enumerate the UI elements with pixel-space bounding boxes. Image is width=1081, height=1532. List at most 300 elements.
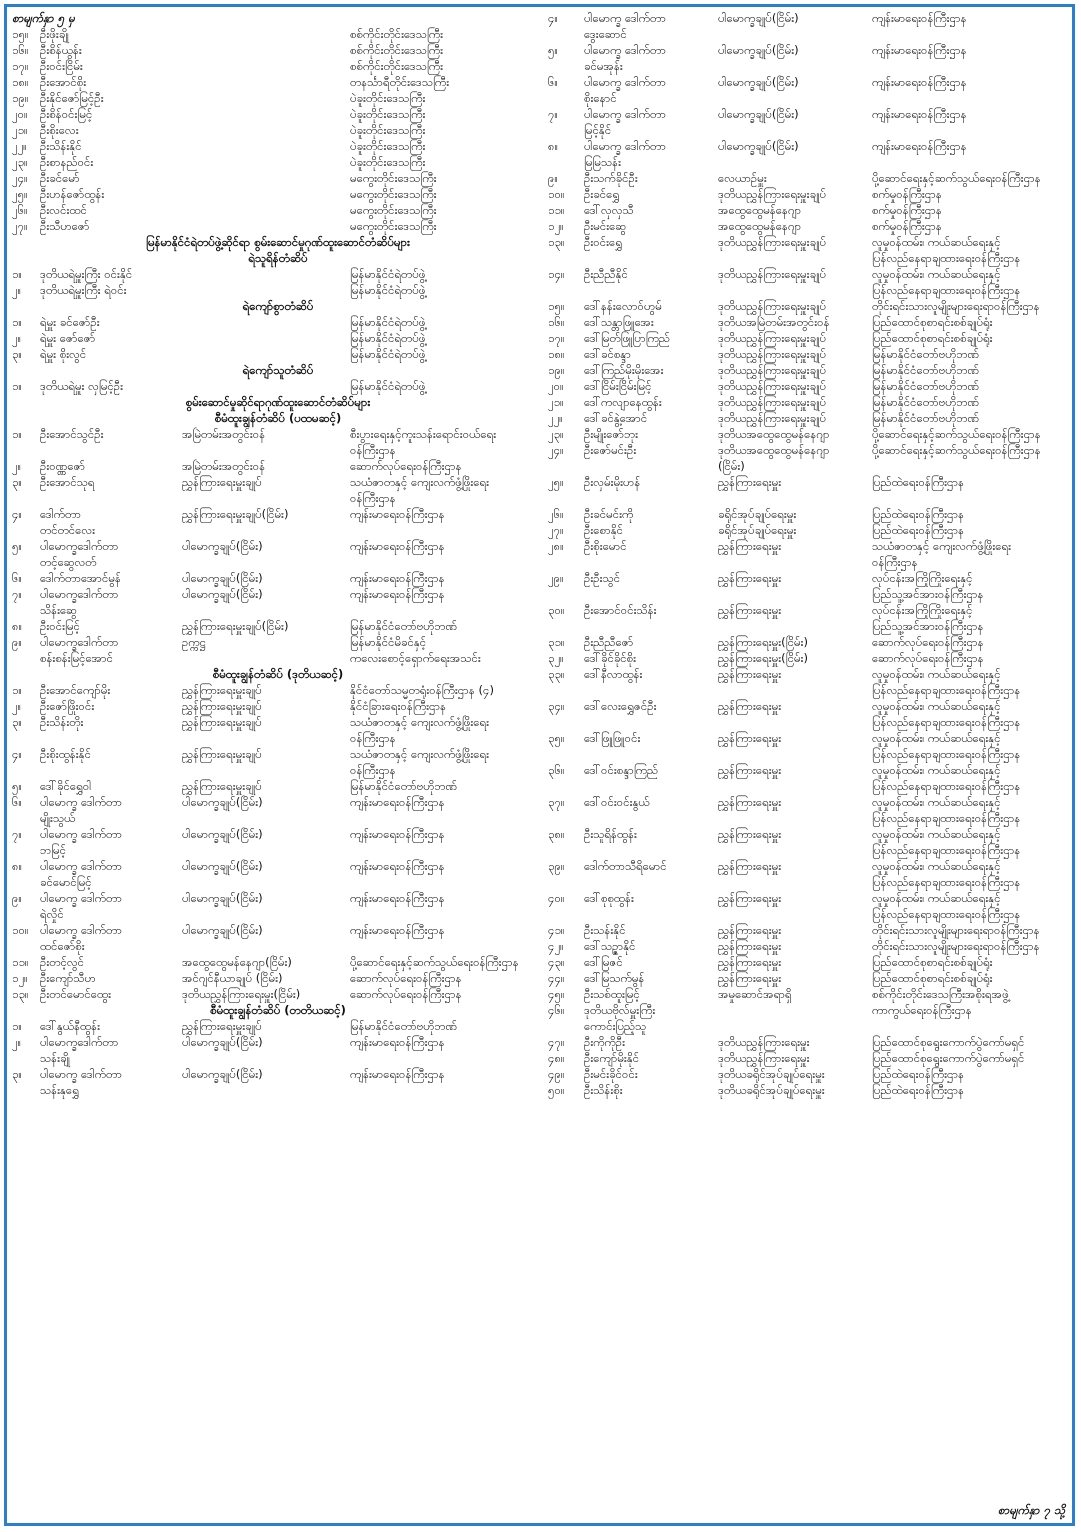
entry-number: ၂၀။	[12, 107, 28, 121]
list-item	[548, 890, 1073, 922]
right-column	[548, 10, 1073, 1098]
list-item	[548, 394, 1073, 410]
entry-number: ၃။	[12, 475, 22, 489]
department: တနင်္သာရီတိုင်းဒေသကြီး	[350, 75, 450, 89]
entry-number: ၁၇။	[12, 59, 29, 73]
entry-number: ၂။	[12, 699, 22, 713]
list-item	[548, 74, 1073, 106]
position-title: ညွှန်ကြားရေးမှူး	[718, 923, 782, 937]
person-name: ဦးဝင်းရွှေ	[584, 235, 623, 249]
person-name: ဦးဟန်ဇော်ထွန်း	[40, 187, 105, 201]
department: မြန်မာနိုင်ငံမိခင်နှင့် ကလေးစောင့်ရှောက်ရေးအသင်း	[350, 635, 481, 665]
position-title: ပါမောက္ခချုပ်(ငြိမ်း)	[182, 923, 263, 937]
person-name: ဒေါက်တာ တင်တင်လေး	[40, 507, 96, 537]
position-title: အမြဲတမ်းအတွင်းဝန်	[182, 459, 266, 473]
entry-number: ၃၀။	[548, 603, 565, 617]
person-name: ဦးညီညီနိုင်	[584, 267, 628, 281]
person-name: ပါမောက္ခ ဒေါက်တာ ခင်မအုန်း	[584, 43, 666, 73]
list-item	[548, 186, 1073, 202]
position-title: အင်ဂျင်နီယာချုပ် (ငြိမ်း)	[182, 971, 283, 985]
entry-number: ၁၂။	[548, 219, 564, 233]
position-title: ဒုတိယညွှန်ကြားရေးမှူးချုပ်	[718, 347, 827, 361]
position-title: ညွှန်ကြားရေးမှူး(ငြိမ်း)	[718, 635, 808, 649]
entry-number: ၆။	[548, 75, 558, 89]
list-item	[548, 698, 1073, 730]
person-name: ဦးညီညီဇော်	[584, 635, 634, 649]
section-heading: ရဲကျော်စွာတံဆိပ်	[242, 299, 314, 313]
department: လူမှုဝန်ထမ်း၊ ကယ်ဆယ်ရေးနှင့် ပြန်လည်နေရာချထားရေးဝန်ကြီးဌာန	[872, 731, 1021, 761]
department: ကျန်းမာရေးဝန်ကြီးဌာန	[350, 795, 445, 809]
department: ကျန်းမာရေးဝန်ကြီးဌာန	[350, 827, 445, 841]
entry-number: ၂၅။	[548, 475, 564, 489]
position-title: ဒုတိယခရိုင်အုပ်ချုပ်ရေးမှူး	[718, 1067, 825, 1081]
entry-number: ၄၂။	[548, 939, 564, 953]
person-name: ဒုတိယရဲမှူး လှမြင့်ဦး	[40, 379, 124, 393]
list-item	[12, 538, 544, 570]
entry-number: ၃၃။	[548, 667, 565, 681]
position-title: ပါမောက္ခချုပ်(ငြိမ်း)	[182, 859, 263, 873]
list-item	[12, 186, 544, 202]
position-title: ပါမောက္ခချုပ်(ငြိမ်း)	[182, 539, 263, 553]
entry-number: ၄၈။	[548, 1051, 565, 1065]
entry-number: ၂။	[12, 331, 22, 345]
department: ကျန်းမာရေးဝန်ကြီးဌာန	[350, 507, 445, 521]
person-name: ဒေါ်စုစုထွန်း	[584, 891, 634, 905]
list-item	[548, 410, 1073, 426]
position-title: ညွှန်ကြားရေးမှူး	[718, 891, 782, 905]
person-name: ဦးအောင်ကျော်မိုး	[40, 683, 111, 697]
department: ပြည်ထောင်စုစာရင်းစစ်ချုပ်ရုံး	[872, 315, 993, 329]
person-name: ဒေါ်ခိုင်ရွှေဝါ	[40, 779, 92, 793]
department: ကျန်းမာရေးဝန်ကြီးဌာန	[350, 923, 445, 937]
position-title: ဒုတိယညွှန်ကြားရေးမှူးချုပ်	[718, 235, 827, 249]
person-name: ဦးမျိုးဇော်ဘုး	[584, 427, 639, 441]
department: ကျန်းမာရေးဝန်ကြီးဌာန	[350, 587, 445, 601]
left-entry-list	[12, 26, 544, 1098]
person-name: ဦးသန်းနိုင်	[584, 923, 626, 937]
entry-number: ၂၉။	[548, 571, 564, 585]
position-title: ပါမောက္ခချုပ်(ငြိမ်း)	[182, 587, 263, 601]
department: ပြည်ထဲရေးဝန်ကြီးဌာန	[872, 523, 965, 537]
position-title: ညွှန်ကြားရေးမှူးချုပ်	[182, 699, 262, 713]
list-item	[548, 506, 1073, 522]
entry-number: ၁၄။	[548, 267, 565, 281]
list-item	[548, 858, 1073, 890]
person-name: ပါမောက္ခ ဒေါက်တာ မြင့်နိုင်	[584, 107, 666, 137]
person-name: ဦးစိုးလေး	[40, 123, 79, 137]
list-item	[12, 1018, 544, 1034]
entry-number: ၃၂။	[548, 651, 564, 665]
department: လုပ်ငန်းအကြိုကြိုးရေးနှင့် ပြည်သူ့အင်အားဝန်ကြီးဌာန	[872, 603, 984, 633]
person-name: ဦးသူရိန်ထွန်း	[584, 827, 637, 841]
entry-number: ၁။	[12, 315, 22, 329]
position-title: ဒုတိယအမြဲတမ်းအတွင်းဝန်	[718, 315, 830, 329]
entry-number: ၁။	[12, 267, 22, 281]
list-item	[12, 218, 544, 234]
department: နိုင်ငံတော်သမ္မတရုံးဝန်ကြီးဌာန (၄)	[350, 683, 494, 697]
entry-number: ၄၀။	[548, 891, 565, 905]
person-name: ဦးကျော်မိုးနိုင်	[584, 1051, 640, 1065]
department: ကျန်းမာရေးဝန်ကြီးဌာန	[872, 139, 967, 153]
list-item	[548, 650, 1073, 666]
department: လုပ်ငန်းအကြိုကြိုးရေးနှင့် ပြည်သူ့အင်အားဝန်ကြီးဌာန	[872, 571, 984, 601]
department: ဆောက်လုပ်ရေးဝန်ကြီးဌာန	[872, 651, 984, 665]
person-name: ပါမောက္ခ ဒေါက်တာ မျိုးသွယ်	[40, 795, 122, 825]
entry-number: ၄၇။	[548, 1035, 565, 1049]
department: ပြည်ထောင်စုစာရင်းစစ်ချုပ်ရုံး	[872, 971, 993, 985]
department: ကျန်းမာရေးဝန်ကြီးဌာန	[350, 1067, 445, 1081]
entry-number: ၂၃။	[548, 427, 564, 441]
position-title: ညွှန်ကြားရေးမှူးချုပ်	[182, 683, 262, 697]
person-name: ပါမောက္ခ ဒေါက်တာ ဒွေးဆောင်	[584, 11, 666, 41]
position-title: ဒုတိယညွှန်ကြားရေးမှူးချုပ်	[718, 331, 827, 345]
list-item	[12, 714, 544, 746]
position-title: ညွှန်ကြားရေးမှူးချုပ်	[182, 475, 262, 489]
position-title: ပါမောက္ခချုပ်(ငြိမ်း)	[718, 11, 799, 25]
list-item	[548, 522, 1073, 538]
entry-number: ၆။	[12, 571, 22, 585]
department: တိုင်းရင်းသားလူမျိုးများရေးရာဝန်ကြီးဌာန	[872, 299, 1040, 313]
entry-number: ၂၂။	[12, 139, 27, 153]
position-title: ညွှန်ကြားရေးမှူး	[718, 603, 782, 617]
person-name: ဦးဇော်မင်းဦး	[584, 443, 637, 457]
department: ကျန်းမာရေးဝန်ကြီးဌာန	[350, 891, 445, 905]
list-item	[548, 666, 1073, 698]
department: မြန်မာနိုင်ငံတော်ဗဟိုဘဏ်	[872, 411, 980, 425]
position-title: ပါမောက္ခချုပ်(ငြိမ်း)	[182, 571, 263, 585]
person-name: ဦးမင်းခိုင်ဝင်း	[584, 1067, 638, 1081]
entry-number: ၂။	[12, 1035, 22, 1049]
list-item	[12, 794, 544, 826]
list-item	[12, 346, 544, 362]
person-name: ဦးကိုကိုဦး	[584, 1035, 626, 1049]
department: ပဲခူးတိုင်းဒေသကြီး	[350, 123, 426, 137]
entry-number: ၅။	[548, 43, 558, 57]
list-item	[12, 826, 544, 858]
list-item	[548, 266, 1073, 298]
department: မြန်မာနိုင်ငံရဲတပ်ဖွဲ့	[350, 315, 426, 329]
department: ပို့ဆောင်ရေးနှင့်ဆက်သွယ်ရေးဝန်ကြီးဌာန	[350, 955, 519, 969]
list-item	[12, 570, 544, 586]
list-item	[12, 858, 544, 890]
list-item	[12, 378, 544, 394]
list-item	[548, 170, 1073, 186]
entry-number: ၁။	[12, 379, 22, 393]
department: လူမှုဝန်ထမ်း၊ ကယ်ဆယ်ရေးနှင့် ပြန်လည်နေရာချထားရေးဝန်ကြီးဌာန	[872, 667, 1021, 697]
department: နိုင်ငံခြားရေးဝန်ကြီးဌာန	[350, 699, 447, 713]
department: လူမှုဝန်ထမ်း၊ ကယ်ဆယ်ရေးနှင့် ပြန်လည်နေရာချထားရေးဝန်ကြီးဌာန	[872, 859, 1021, 889]
entry-number: ၂။	[12, 283, 22, 297]
entry-number: ၁၀။	[548, 187, 565, 201]
list-item	[548, 330, 1073, 346]
list-item	[12, 314, 544, 330]
department: မြန်မာနိုင်ငံတော်ဗဟိုဘဏ်	[350, 1019, 458, 1033]
entry-number: ၁၇။	[548, 331, 565, 345]
position-title: ပါမောက္ခချုပ်(ငြိမ်း)	[718, 75, 799, 89]
list-item	[12, 778, 544, 794]
position-title: ဒုတိယအထွေထွေမန်နေဂျာ	[718, 427, 830, 441]
entry-number: ၁။	[12, 427, 22, 441]
position-title: ပါမောက္ခချုပ်(ငြိမ်း)	[182, 891, 263, 905]
person-name: ဦးတင့်လွင်	[40, 955, 85, 969]
department: ကျန်းမာရေးဝန်ကြီးဌာန	[350, 571, 445, 585]
person-name: ဦးဦးသွင်	[584, 571, 621, 585]
person-name: ဒေါ်မြဇင်	[584, 955, 623, 969]
department: စစ်ကိုင်းတိုင်းဒေသကြီး	[350, 43, 443, 57]
entry-number: ၃၄။	[548, 699, 565, 713]
entry-number: ၁၁။	[12, 955, 29, 969]
section-heading: ရဲသူရိန်တံဆိပ်	[248, 251, 308, 265]
department: လူမှုဝန်ထမ်း၊ ကယ်ဆယ်ရေးနှင့် ပြန်လည်နေရာချထားရေးဝန်ကြီးဌာန	[872, 795, 1021, 825]
list-item	[12, 122, 544, 138]
position-title: ညွှန်ကြားရေးမှူး	[718, 571, 782, 585]
position-title: ညွှန်ကြားရေးမှူး	[718, 795, 782, 809]
list-item	[12, 154, 544, 170]
person-name: ပါမောက္ခ ဒေါက်တာ ရဲလှိုင်	[40, 891, 122, 921]
department: ကျန်းမာရေးဝန်ကြီးဌာန	[350, 1035, 445, 1049]
list-item	[548, 570, 1073, 602]
position-title: ဒုတိယညွှန်ကြားရေးမှူးချုပ်	[718, 187, 827, 201]
person-name: ဒုတိယရဲမှူးကြီး ဝင်းနိုင်	[40, 267, 133, 281]
person-name: ဒေါ်နီလာထွန်း	[584, 667, 643, 681]
list-item	[12, 90, 544, 106]
department: မြန်မာနိုင်ငံရဲတပ်ဖွဲ့	[350, 331, 426, 345]
position-title: ပါမောက္ခချုပ်(ငြိမ်း)	[718, 139, 799, 153]
entry-number: ၂၆။	[548, 507, 564, 521]
entry-number: ၃၁။	[548, 635, 565, 649]
department: သယံဇာတနှင့် ကျေးလက်ဖွံ့ဖြိုးရေး ဝန်ကြီးဌာန	[872, 539, 1012, 569]
entry-number: ၁။	[12, 683, 22, 697]
department: ပြည်ထောင်စုရွေးကောက်ပွဲကော်မရှင်	[872, 1035, 1025, 1049]
entry-number: ၂၁။	[548, 395, 564, 409]
list-item	[548, 1050, 1073, 1066]
department: မြန်မာနိုင်ငံတော်ဗဟိုဘဏ်	[872, 379, 980, 393]
position-title: ဒုတိယအထွေထွေမန်နေဂျာ (ငြိမ်း)	[718, 443, 830, 473]
position-title: အမြဲတမ်းအတွင်းဝန်	[182, 427, 266, 441]
list-item	[548, 314, 1073, 330]
position-title: ဥက္ကဋ္ဌ	[182, 635, 206, 649]
list-item	[548, 346, 1073, 362]
list-item	[12, 138, 544, 154]
entry-number: ၁၈။	[12, 75, 29, 89]
entry-number: ၉။	[12, 635, 22, 649]
position-title: ပါမောက္ခချုပ်(ငြိမ်း)	[182, 795, 263, 809]
list-item	[548, 218, 1073, 234]
list-item	[12, 474, 544, 506]
person-name: ဦးအောင်သွင်ဦး	[40, 427, 104, 441]
department: တိုင်းရင်းသားလူမျိုးများရေးရာဝန်ကြီးဌာန	[872, 923, 1040, 937]
entry-number: ၁၅။	[548, 299, 565, 313]
position-title: ဒုတိယညွှန်ကြားရေးမှူးချုပ်	[718, 395, 827, 409]
entry-number: ၄၄။	[548, 971, 565, 985]
person-name: ဦးစောနိုင်	[584, 523, 624, 537]
department: ပဲခူးတိုင်းဒေသကြီး	[350, 139, 426, 153]
list-item	[12, 618, 544, 634]
person-name: ပါမောက္ခဒေါက်တာ သန်းချို	[40, 1035, 119, 1065]
list-item	[548, 922, 1073, 938]
entry-number: ၃။	[12, 1067, 22, 1081]
entry-number: ၂၃။	[12, 155, 28, 169]
entry-number: ၂၄။	[548, 443, 564, 457]
person-name: ပါမောက္ခဒေါက်တာ သိန်းဆွေ	[40, 587, 119, 617]
person-name: ဦးသက်ခိုင်ဦး	[584, 171, 638, 185]
position-title: ညွှန်ကြားရေးမှူး	[718, 667, 782, 681]
person-name: ပါမောက္ခ ဒေါက်တာ စိုးနောင်	[584, 75, 666, 105]
department: ကျန်းမာရေးဝန်ကြီးဌာန	[872, 43, 967, 57]
list-item	[12, 698, 544, 714]
person-name: ဦးစာနည်ဝင်း	[40, 155, 94, 169]
list-item	[548, 1034, 1073, 1050]
department: မကွေးတိုင်းဒေသကြီး	[350, 171, 437, 185]
department: မြန်မာနိုင်ငံတော်ဗဟိုဘဏ်	[350, 779, 458, 793]
position-title: ပါမောက္ခချုပ်(ငြိမ်း)	[182, 827, 263, 841]
list-item	[548, 202, 1073, 218]
person-name: ဦးဖိုးချို	[40, 27, 69, 41]
department: ဆောက်လုပ်ရေးဝန်ကြီးဌာန	[350, 971, 462, 985]
person-name: ဒေါ်သန္တာဖြူအေး	[584, 315, 654, 329]
person-name: ဒေါ်ဖြူဖြူဝင်း	[584, 731, 641, 745]
department: စစ်ကိုင်းတိုင်းဒေသကြီး	[350, 59, 443, 73]
department: ဆောက်လုပ်ရေးဝန်ကြီးဌာန	[350, 459, 462, 473]
department: ပဲခူးတိုင်းဒေသကြီး	[350, 107, 426, 121]
department: ပြည်ထောင်စုစာရင်းစစ်ချုပ်ရုံး	[872, 955, 993, 969]
page-header: စာမျက်နှာ ၅ မှ	[12, 11, 75, 25]
list-item	[548, 954, 1073, 970]
department: မြန်မာနိုင်ငံတော်ဗဟိုဘဏ်	[350, 619, 458, 633]
entry-number: ၁၉။	[548, 363, 565, 377]
list-item	[548, 826, 1073, 858]
department: ပို့ဆောင်ရေးနှင့်ဆက်သွယ်ရေးဝန်ကြီးဌာန	[872, 427, 1041, 441]
department: လူမှုဝန်ထမ်း၊ ကယ်ဆယ်ရေးနှင့် ပြန်လည်နေရာချထားရေးဝန်ကြီးဌာန	[872, 827, 1021, 857]
person-name: ဦးမင်းဆွေ	[584, 219, 627, 233]
list-item	[12, 970, 544, 986]
entry-number: ၁၉။	[12, 91, 29, 105]
position-title: ဒုတိယညွှန်ကြားရေးမှူးချုပ်	[718, 363, 827, 377]
person-name: ဒေါ်ခင်စန္ဒာ	[584, 347, 631, 361]
list-item	[548, 234, 1073, 266]
entry-number: ၉။	[12, 891, 22, 905]
list-item	[548, 938, 1073, 954]
list-item	[12, 266, 544, 282]
person-name: ဦးအောင်သုရ	[40, 475, 95, 489]
department: စစ်ကိုင်းတိုင်းဒေသကြီး	[350, 27, 443, 41]
person-name: ဒေါက်တာသီရိမောင်	[584, 859, 667, 873]
entry-number: ၃၇။	[548, 795, 565, 809]
person-name: ပါမောက္ခ ဒေါက်တာ သန်းနုရွှေ	[40, 1067, 122, 1097]
department: မြန်မာနိုင်ငံရဲတပ်ဖွဲ့	[350, 347, 426, 361]
left-column	[12, 10, 544, 1098]
list-item	[12, 506, 544, 538]
person-name: ပါမောက္ခ ဒေါက်တာ ထင်ဇော်စိုး	[40, 923, 122, 953]
person-name: ဒုတိယဗိုလ်မှူးကြီး ကောင်းပြည့်သူ	[584, 1003, 656, 1033]
list-item	[12, 746, 544, 778]
entry-number: ၁၅။	[12, 27, 29, 41]
position-title: ညွှန်ကြားရေးမှူး	[718, 971, 782, 985]
person-name: ဦးခင်မင်းကို	[584, 507, 634, 521]
list-item	[548, 986, 1073, 1002]
list-item	[548, 794, 1073, 826]
entry-number: ၅၀။	[548, 1083, 565, 1097]
list-item	[12, 26, 544, 42]
entry-number: ၄၁။	[548, 923, 565, 937]
entry-number: ၄၆။	[548, 1003, 565, 1017]
list-item	[12, 634, 544, 666]
position-title: အထွေထွေမန်နေဂျာ	[718, 219, 802, 233]
person-name: ဦးဇော်ဖြိုးဝင်း	[40, 699, 95, 713]
entry-number: ၃။	[12, 715, 22, 729]
person-name: ဒုတိယရဲမှူးကြီး ရဲဝင်း	[40, 283, 127, 297]
entry-number: ၁။	[12, 1019, 22, 1033]
person-name: ဦးသိန်းစိုး	[584, 1083, 623, 1097]
department: မြန်မာနိုင်ငံတော်ဗဟိုဘဏ်	[872, 347, 980, 361]
department: ကာကွယ်ရေးဝန်ကြီးဌာန	[872, 1003, 972, 1017]
section-heading: ရဲကျော်သူတံဆိပ်	[242, 363, 314, 377]
department: ကျန်းမာရေးဝန်ကြီးဌာန	[872, 75, 967, 89]
list-item	[548, 762, 1073, 794]
entry-number: ၂၇။	[12, 219, 28, 233]
person-name: ဦးတင်မောင်ထွေး	[40, 987, 112, 1001]
position-title: ညွှန်ကြားရေးမှူးချုပ်	[182, 747, 262, 761]
entry-number: ၂၁။	[12, 123, 28, 137]
list-item	[548, 730, 1073, 762]
entry-number: ၅။	[12, 779, 22, 793]
department: ပြည်ထဲရေးဝန်ကြီးဌာန	[872, 1067, 965, 1081]
position-title: ဒုတိယညွှန်ကြားရေးမှူး	[718, 1035, 810, 1049]
position-title: ညွှန်ကြားရေးမှူးချုပ်	[182, 1019, 262, 1033]
entry-number: ၂၇။	[548, 523, 564, 537]
department: မြန်မာနိုင်ငံရဲတပ်ဖွဲ့	[350, 267, 426, 281]
person-name: ဦးခင်ရွှေ	[584, 187, 620, 201]
department: သယံဇာတနှင့် ကျေးလက်ဖွံ့ဖြိုးရေး ဝန်ကြီးဌာန	[350, 747, 490, 777]
person-name: ဒေါ်မြသက်မွန်	[584, 971, 645, 985]
person-name: ဦးစိန်ယွန်း	[40, 43, 82, 57]
person-name: ဦးသိန်းတိုး	[40, 715, 84, 729]
list-item	[12, 202, 544, 218]
entry-number: ၃၉။	[548, 859, 565, 873]
person-name: ဦးဝဏ္ဏဇော်	[40, 459, 86, 473]
list-item	[12, 426, 544, 458]
entry-number: ၈။	[12, 619, 23, 633]
entry-number: ၃။	[12, 347, 22, 361]
person-name: ဒေါ်သဉ္ဇာနိုင်	[584, 939, 636, 953]
list-item	[548, 1082, 1073, 1098]
person-name: ဦးလင်းထင်	[40, 203, 87, 217]
position-title: ဒုတိယညွှန်ကြားရေးမှူးချုပ်	[718, 299, 827, 313]
list-item	[548, 10, 1073, 42]
department: စက်မှုဝန်ကြီးဌာန	[872, 203, 942, 217]
department: ပြည်ထောင်စုစာရင်းစစ်ချုပ်ရုံး	[872, 331, 993, 345]
entry-number: ၂၈။	[548, 539, 564, 553]
entry-number: ၂၄။	[12, 171, 28, 185]
position-title: ညွှန်ကြားရေးမှူး	[718, 763, 782, 777]
person-name: ဦးနိုင်ဇော်မြင့်ဦး	[40, 91, 104, 105]
person-name: ဒေါက်တာအောင်မွန်	[40, 571, 121, 585]
list-item	[12, 170, 544, 186]
list-item	[12, 1066, 544, 1098]
person-name: ဦးအောင်ဝင်းသိန်း	[584, 603, 657, 617]
entry-number: ၁၃။	[548, 235, 565, 249]
entry-number: ၂၆။	[12, 203, 28, 217]
entry-number: ၂၅။	[12, 187, 28, 201]
list-item	[12, 586, 544, 618]
list-item	[12, 986, 544, 1002]
list-item	[12, 58, 544, 74]
person-name: ပါမောက္ခဒေါက်တာ တင့်ဆွေလတ်	[40, 539, 119, 569]
person-name: ပါမောက္ခ ဒေါက်တာ မြမြသန်း	[584, 139, 666, 169]
position-title: ခရိုင်အုပ်ချုပ်ရေးမှူး	[718, 523, 797, 537]
entry-number: ၃၅။	[548, 731, 565, 745]
list-item	[548, 1002, 1073, 1034]
